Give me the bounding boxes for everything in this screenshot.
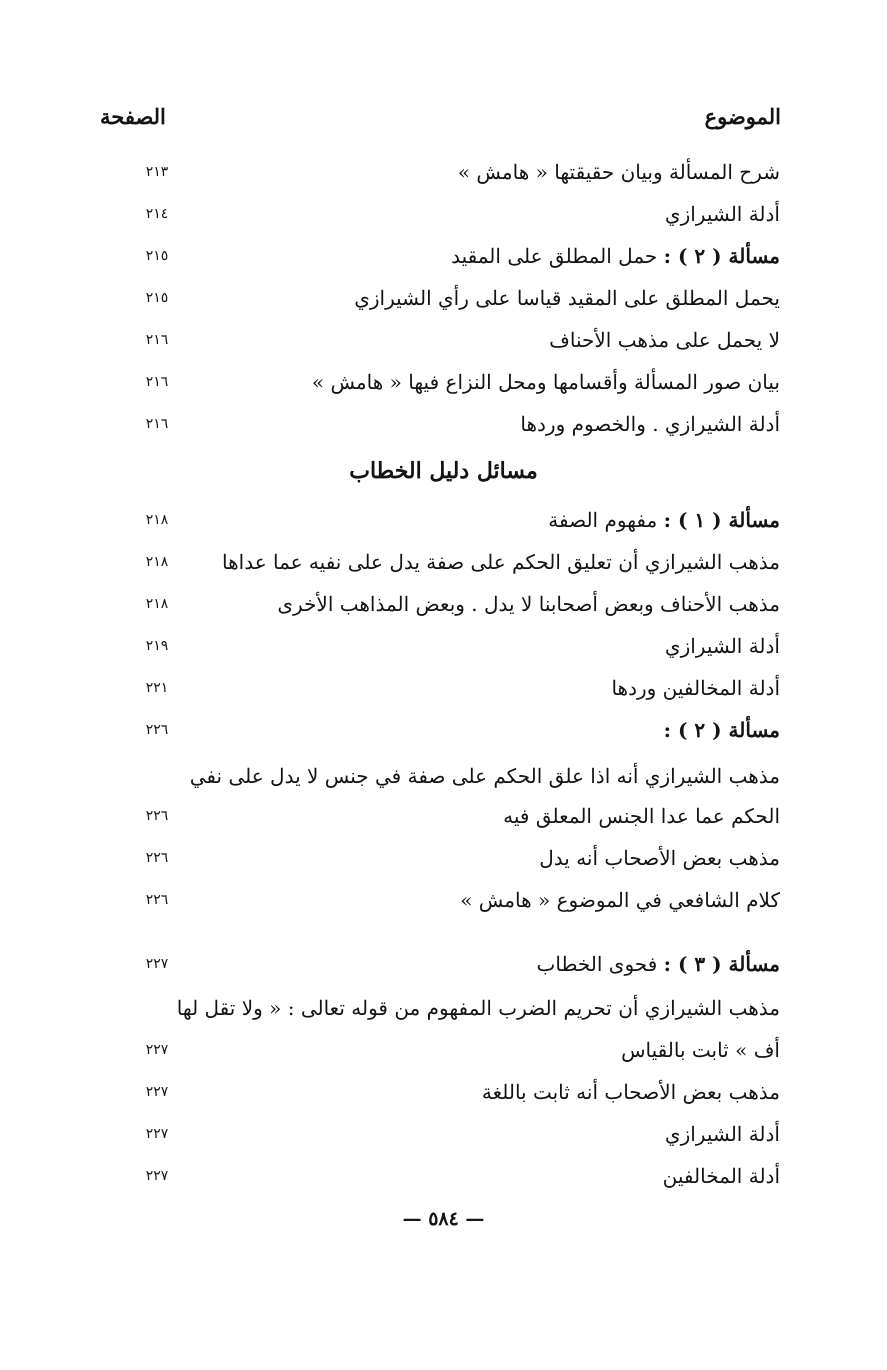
entry-page: ٢٢١ [145,680,169,696]
index-entry [100,542,780,582]
index-entry [100,194,780,234]
entry-text: مذهب بعض الأصحاب أنه يدل [539,846,780,870]
entry-prefix: مسألة ( ٢ ) : [663,718,780,742]
entry-prefix: مسألة ( ٣ ) : [663,952,780,976]
entry-page: ٢١٦ [145,416,169,432]
entry-page: ٢٢٧ [145,1126,169,1142]
entry-page: ٢٢٧ [145,1168,169,1184]
entry-page: ٢١٨ [145,596,169,612]
entry-page: ٢٢٧ [145,956,169,972]
index-entry [100,500,780,540]
index-entry [100,668,780,708]
entry-page: ٢١٨ [145,554,169,570]
entry-page: ٢٢٦ [145,722,169,738]
index-entry [100,838,780,878]
entry-text: أدلة الشيرازي . والخصوم وردها [520,412,780,436]
entry-text: لا يحمل على مذهب الأحناف [549,328,780,352]
index-entry [100,278,780,318]
page-column-header: الصفحة [100,104,166,129]
entry-text: أدلة المخالفين [662,1164,780,1188]
entry-text: مفهوم الصفة [548,508,658,532]
entry-text: أدلة الشيرازي [664,1122,780,1146]
index-entry [100,320,780,360]
entry-text: مذهب الشيرازي أن تحريم الضرب المفهوم من قوله تعالى : « ولا تقل لها [176,996,780,1020]
entry-text: حمل المطلق على المقيد [451,244,658,268]
index-entry [100,988,780,1028]
index-entry [100,1114,780,1154]
entry-page: ٢٢٧ [145,1084,169,1100]
index-entry [100,1156,780,1196]
entry-text: شرح المسألة وبيان حقيقتها « هامش » [457,160,780,184]
entry-text: أدلة الشيرازي [664,202,780,226]
index-entry [100,756,780,796]
entry-page: ٢٢٦ [145,808,169,824]
entry-page: ٢٢٦ [145,892,169,908]
section-title: مسائل دليل الخطاب [349,458,538,484]
index-entry [100,362,780,402]
index-entry [100,626,780,666]
entry-text: كلام الشافعي في الموضوع « هامش » [460,888,780,912]
entry-text: مذهب الأحناف وبعض أصحابنا لا يدل . وبعض المذاهب الأخرى [277,592,780,616]
index-entry [100,796,780,836]
entry-page: ٢١٦ [145,374,169,390]
index-entry [100,152,780,192]
entry-text: مذهب بعض الأصحاب أنه ثابت باللغة [481,1080,780,1104]
page-number: — ٥٨٤ — [402,1208,485,1230]
entry-page: ٢١٦ [145,332,169,348]
entry-text: يحمل المطلق على المقيد قياسا على رأي الشيرازي [354,286,780,310]
index-entry [100,1030,780,1070]
index-entry [100,584,780,624]
index-entry [100,236,780,276]
topic-column-header: الموضوع [704,104,781,129]
index-entry [100,710,780,750]
entry-page: ٢٢٧ [145,1042,169,1058]
entry-page: ٢١٩ [145,638,169,654]
entry-text: مذهب الشيرازي أنه اذا علق الحكم على صفة في جنس لا يدل على نفي [189,764,780,788]
index-entry [100,944,780,984]
index-entry [100,1072,780,1112]
entry-page: ٢١٥ [145,290,169,306]
entry-text: مذهب الشيرازي أن تعليق الحكم على صفة يدل على نفيه عما عداها [222,550,780,574]
entry-page: ٢١٥ [145,248,169,264]
entry-prefix: مسألة ( ٢ ) : [663,244,780,268]
entry-prefix: مسألة ( ١ ) : [663,508,780,532]
entry-text: بيان صور المسألة وأقسامها ومحل النزاع فيها « هامش » [311,370,780,394]
entry-text: أف » ثابت بالقياس [621,1038,780,1062]
entry-page: ٢١٨ [145,512,169,528]
entry-text: فحوى الخطاب [536,952,658,976]
entry-page: ٢١٣ [145,164,169,180]
entry-text: الحكم عما عدا الجنس المعلق فيه [503,804,780,828]
entry-text: أدلة المخالفين وردها [611,676,780,700]
index-entry [100,404,780,444]
entry-page: ٢١٤ [145,206,169,222]
index-entry [100,880,780,920]
entry-page: ٢٢٦ [145,850,169,866]
entry-text: أدلة الشيرازي [664,634,780,658]
